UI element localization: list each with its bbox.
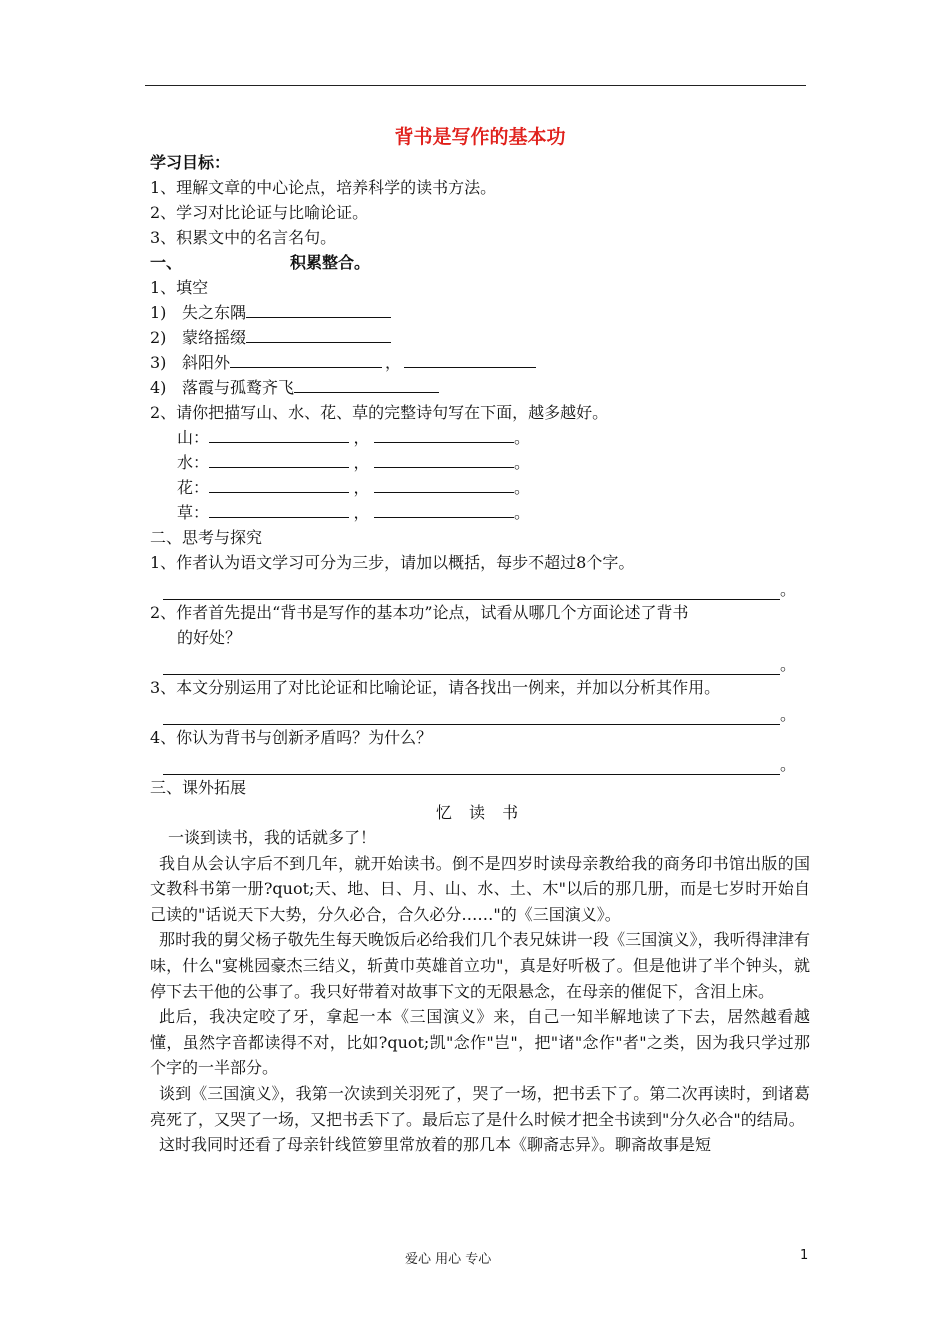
fill-blank[interactable]	[230, 350, 382, 368]
poem-blank[interactable]	[374, 500, 514, 518]
poem-blank[interactable]	[374, 475, 514, 493]
poem-prompt: 2、请你把描写山、水、花、草的完整诗句写在下面，越多越好。	[150, 403, 609, 422]
answer-blank[interactable]	[163, 583, 780, 600]
poem-label: 草：	[177, 503, 210, 522]
answer-end: 。	[780, 705, 797, 724]
poem-blank[interactable]	[209, 475, 349, 493]
fill-blank[interactable]	[404, 350, 536, 368]
goal-item: 2、学习对比论证与比喻论证。	[150, 203, 369, 222]
article-paragraph: 此后，我决定咬了牙，拿起一本《三国演义》来，自己一知半解地读了下去，居然越看越懂，虽然字音都读得不对，比如?quot;凯"念作"岂"，把"诸"念作"者"之类，因为我只学过那个字的一半部分。	[150, 1007, 810, 1078]
poem-blank[interactable]	[374, 450, 514, 468]
fill-text: 蒙络摇缀	[182, 328, 247, 347]
answer-end: 。	[780, 655, 797, 674]
poem-separator: ，	[353, 453, 370, 472]
poem-blank[interactable]	[209, 450, 349, 468]
article-paragraph: 那时我的舅父杨子敬先生每天晚饭后必给我们几个表兄妹讲一段《三国演义》，我听得津津有味，什么"宴桃园豪杰三结义，斩黄巾英雄首立功"，真是好听极了。但是他讲了半个钟头，就停下去干他的公事了。我只好带着对故事下文的无限悬念，在母亲的催促下，含泪上床。	[150, 930, 810, 1001]
section2-heading: 二、思考与探究	[150, 528, 263, 547]
question-4: 4、你认为背书与创新矛盾吗？为什么？	[150, 728, 433, 747]
answer-blank[interactable]	[163, 708, 780, 725]
poem-label: 花：	[177, 478, 210, 497]
fill-text: 失之东隅	[182, 303, 247, 322]
answer-end: 。	[780, 755, 797, 774]
poem-row	[150, 425, 810, 450]
answer-row	[150, 750, 810, 775]
fill-number: 1)	[150, 303, 167, 322]
fill-item	[150, 325, 810, 350]
poem-end: 。	[514, 428, 531, 447]
article-paragraph: 谈到《三国演义》，我第一次读到关羽死了，哭了一场，把书丢下了。第二次再读时，到诸葛亮死了，又哭了一场，又把书丢下了。最后忘了是什么时候才把全书读到"分久必合"的结局。	[150, 1083, 810, 1129]
poem-end: 。	[514, 453, 531, 472]
answer-end: 。	[780, 580, 797, 599]
section1-title: 积累整合。	[290, 253, 371, 272]
fill-item	[150, 375, 810, 400]
poem-separator: ，	[353, 478, 370, 497]
fill-item	[150, 350, 810, 375]
poem-end: 。	[514, 503, 531, 522]
fill-item	[150, 300, 810, 325]
answer-blank[interactable]	[163, 758, 780, 775]
answer-blank[interactable]	[163, 658, 780, 675]
fill-blank[interactable]	[246, 300, 391, 318]
poem-row	[150, 450, 810, 475]
poem-separator: ，	[353, 428, 370, 447]
poem-row	[150, 500, 810, 525]
footer-motto: 爱心 用心 专心	[405, 1252, 492, 1267]
goals-heading: 学习目标：	[150, 153, 231, 172]
question-1: 1、作者认为语文学习可分为三步，请加以概括，每步不超过8个字。	[150, 553, 635, 572]
section3-heading: 三、课外拓展	[150, 778, 247, 797]
header-rule	[145, 85, 806, 86]
article-paragraph: 一谈到读书，我的话就多了！	[168, 828, 377, 847]
question-2: 2、作者首先提出“背书是写作的基本功”论点，试看从哪几个方面论述了背书	[150, 603, 689, 622]
document-body	[150, 124, 810, 1158]
poem-blank[interactable]	[209, 425, 349, 443]
fill-blank[interactable]	[246, 325, 391, 343]
poem-blank[interactable]	[209, 500, 349, 518]
article-paragraph: 我自从会认字后不到几年，就开始读书。倒不是四岁时读母亲教给我的商务印书馆出版的国文教科书第一册?quot;天、地、日、月、山、水、土、木"以后的那几册，而是七岁时开始自己读的"话说天下大势，分久必合，合久必分……"的《三国演义》。	[150, 853, 810, 924]
document-title: 背书是写作的基本功	[394, 126, 566, 148]
fill-number: 2)	[150, 328, 167, 347]
answer-row	[150, 575, 810, 600]
poem-end: 。	[514, 478, 531, 497]
fill-blank[interactable]	[294, 375, 439, 393]
fill-number: 4)	[150, 378, 167, 397]
goal-item: 3、积累文中的名言名句。	[150, 228, 337, 247]
fill-heading: 1、填空	[150, 278, 209, 297]
section1-heading	[150, 250, 810, 275]
poem-separator: ，	[353, 503, 370, 522]
answer-row	[150, 650, 810, 675]
fill-separator: ，	[385, 353, 402, 372]
answer-row	[150, 700, 810, 725]
goal-item: 1、理解文章的中心论点，培养科学的读书方法。	[150, 178, 497, 197]
question-2-cont: 的好处？	[177, 628, 242, 647]
fill-number: 3)	[150, 353, 167, 372]
section1-number: 一、	[150, 253, 183, 272]
poem-row	[150, 475, 810, 500]
question-3: 3、本文分别运用了对比论证和比喻论证，请各找出一例来，并加以分析其作用。	[150, 678, 721, 697]
fill-text: 落霞与孤鹜齐飞	[182, 378, 295, 397]
page-number: 1	[800, 1248, 809, 1263]
article-paragraph: 这时我同时还看了母亲针线笸箩里常放着的那几本《聊斋志异》。聊斋故事是短	[159, 1135, 712, 1155]
fill-text: 斜阳外	[182, 353, 231, 372]
poem-label: 水：	[177, 453, 210, 472]
poem-label: 山：	[177, 428, 210, 447]
article-title: 忆 读 书	[435, 803, 525, 822]
poem-blank[interactable]	[374, 425, 514, 443]
